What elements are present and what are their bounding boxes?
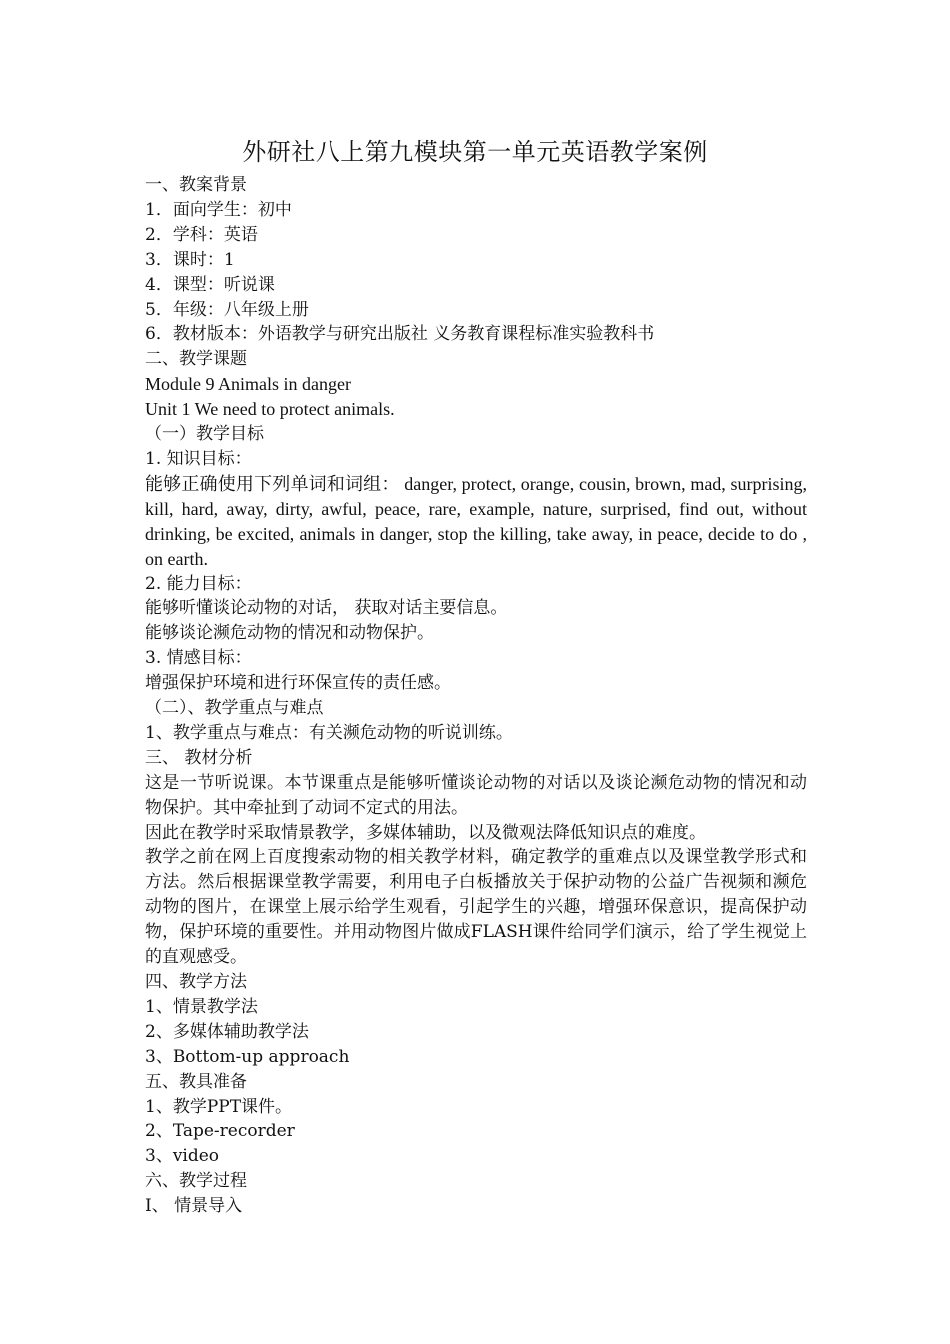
text-line: 3、Bottom-up approach: [145, 1046, 350, 1067]
text-line: Unit 1 We need to protect animals.: [145, 399, 395, 420]
text-line: 3、video: [145, 1146, 220, 1167]
text-line: 因此在教学时采取情景教学，多媒体辅助，以及微观法降低知识点的难度。: [145, 822, 706, 843]
paragraph: 能够正确使用下列单词和词组： danger, protect, orange, cousin, brown, mad, surprising, kill, hard, away, dirty, awful, peace, rare, example, nature, surprised, find out, without drinking, be excited, animals in danger, stop the killing, take away, in peace, decide to do , on earth.: [145, 473, 807, 569]
text-line: 四、教学方法: [145, 972, 247, 992]
text-line: 2、Tape-recorder: [145, 1121, 295, 1142]
paragraph: 这是一节听说课。本节课重点是能够听懂谈论动物的对话以及谈论濒危动物的情况和动物保护。其中牵扯到了动词不定式的用法。: [145, 772, 807, 818]
text-line: 能够谈论濒危动物的情况和动物保护。: [145, 623, 434, 644]
text-line: 2、多媒体辅助教学法: [145, 1021, 309, 1042]
document-title: 外研社八上第九模块第一单元英语教学案例: [242, 138, 708, 166]
paragraph: 教学之前在网上百度搜索动物的相关教学材料，确定教学的重难点以及课堂教学形式和方法。然后根据课堂教学需要，利用电子白板播放关于保护动物的公益广告视频和濒危动物的图片，在课堂上展示给学生观看，引起学生的兴趣，增强环保意识，提高保护动物，保护环境的重要性。并用动物图片做成FLASH课件给同学们演示，给了学生视觉上的直观感受。: [145, 847, 807, 968]
text-line: 1、教学重点与难点：有关濒危动物的听说训练。: [145, 722, 513, 743]
text-line: 1、教学PPT课件。: [145, 1096, 293, 1117]
document-body: [145, 173, 807, 1219]
text-line: 2. 能力目标：: [145, 573, 252, 594]
text-line: 1. 知识目标：: [145, 448, 252, 469]
text-line: 3. 情感目标：: [145, 648, 252, 669]
text-line: 4．课型：听说课: [145, 274, 275, 295]
text-line: 1．面向学生：初中: [145, 199, 292, 220]
text-line: Module 9 Animals in danger: [145, 374, 351, 395]
text-line: 1、情景教学法: [145, 996, 258, 1017]
text-line: 5．年级：八年级上册: [145, 299, 309, 320]
text-line: 2．学科：英语: [145, 224, 258, 245]
text-line: 六、教学过程: [145, 1171, 247, 1192]
text-line: 能够听懂谈论动物的对话， 获取对话主要信息。: [145, 598, 508, 619]
text-line: 增强保护环境和进行环保宣传的责任感。: [145, 673, 451, 694]
text-line: （一）教学目标: [145, 424, 264, 445]
text-line: 6．教材版本：外语教学与研究出版社 义务教育课程标准实验教科书: [145, 324, 655, 345]
text-line: 一、教案背景: [145, 175, 247, 195]
text-line: I、 情景导入: [145, 1196, 243, 1217]
text-line: （二）、教学重点与难点: [145, 698, 324, 719]
text-line: 3．课时：1: [145, 249, 235, 270]
text-line: 三、 教材分析: [145, 747, 253, 768]
text-line: 五、教具准备: [145, 1071, 247, 1092]
text-line: 二、教学课题: [145, 349, 247, 370]
